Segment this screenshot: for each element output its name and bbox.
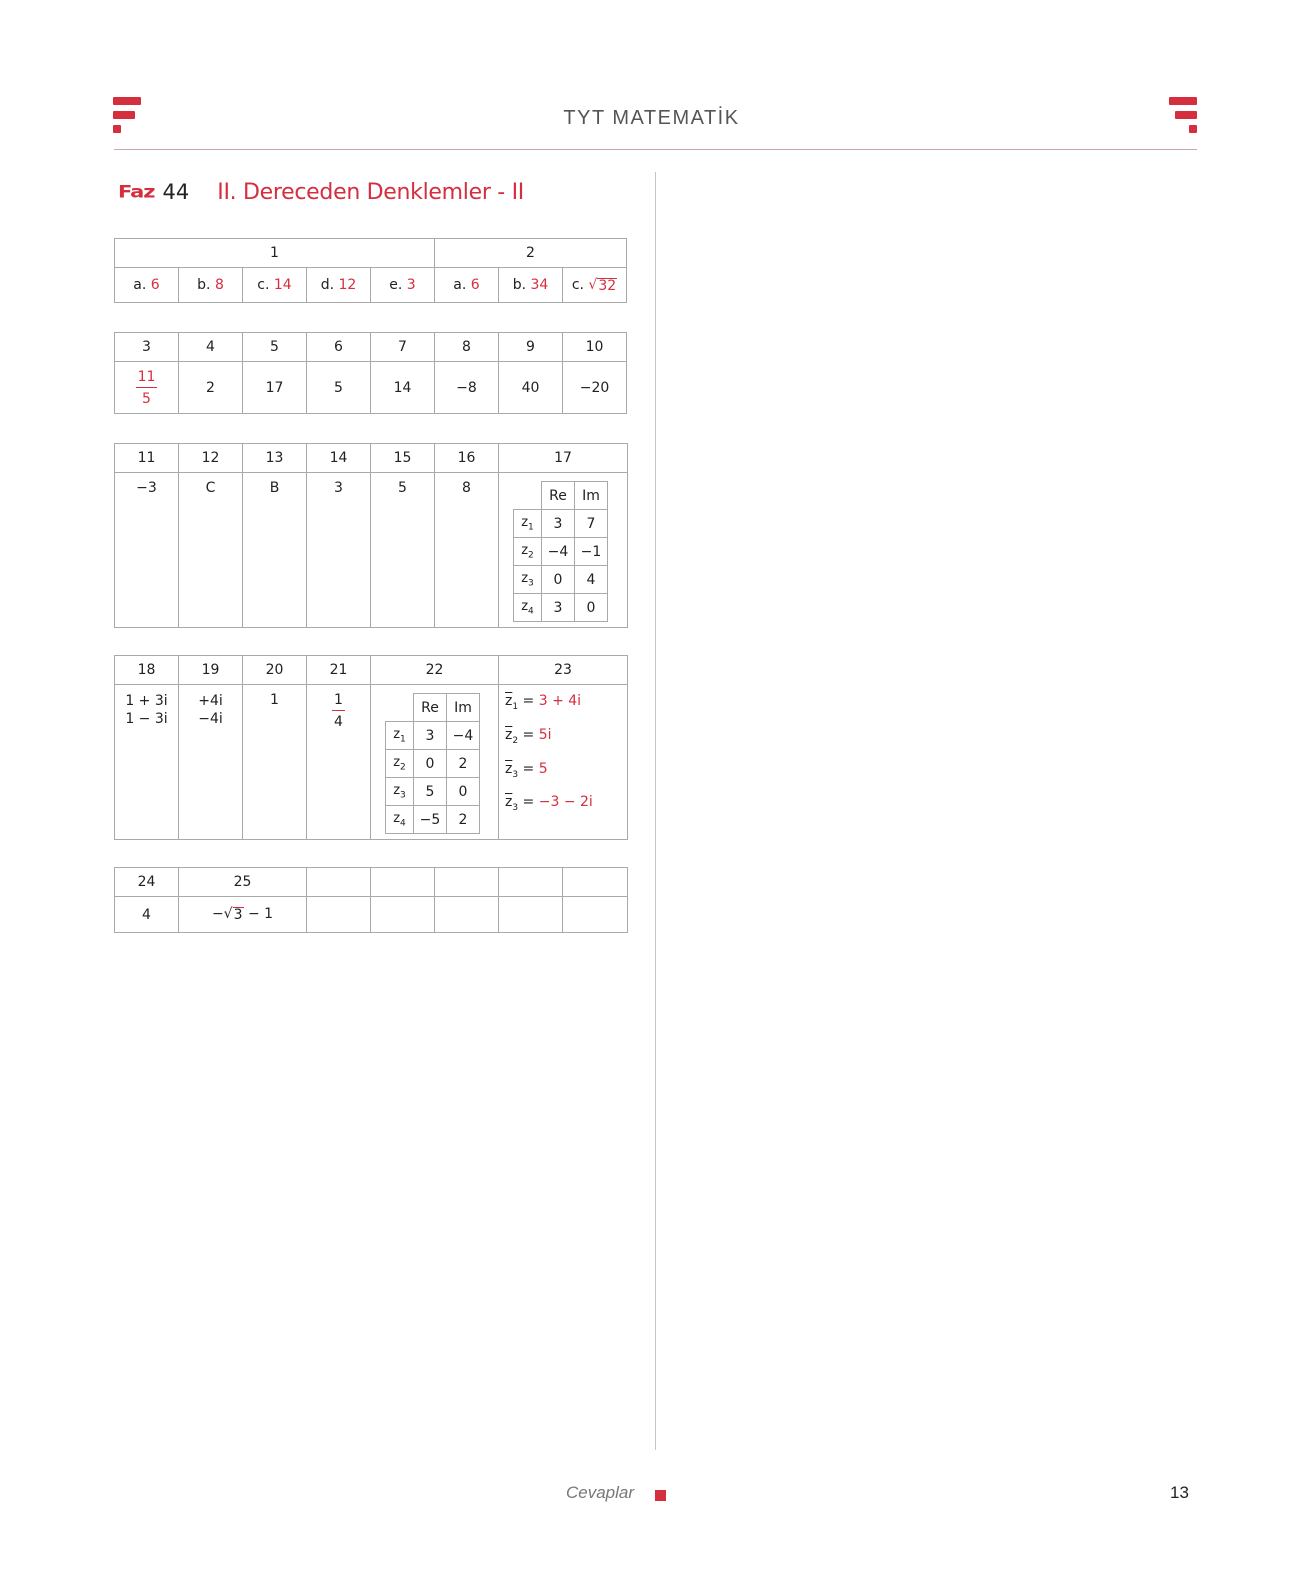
- row-label: $z_1$: [514, 510, 542, 538]
- answer-cell: 8: [435, 473, 499, 628]
- conjugate-line: $\overline{z}_1 = 3 + 4i$: [505, 693, 582, 712]
- section-heading: [118, 175, 524, 209]
- re-value: 0: [542, 566, 575, 594]
- row-label: $z_3$: [514, 566, 542, 594]
- column-header: Im: [575, 482, 608, 510]
- empty-cell: [307, 868, 371, 897]
- question-number: 15: [371, 444, 435, 473]
- answer-cell: d. 12: [307, 268, 371, 303]
- faz-mark: Faz: [118, 182, 155, 202]
- square-root-expression: √ 32: [588, 276, 617, 294]
- question-number: 3: [115, 333, 179, 362]
- column-header: Re: [542, 482, 575, 510]
- page-number: 13: [1170, 1483, 1189, 1502]
- footer-square-icon: [655, 1490, 666, 1501]
- column-divider: [655, 172, 656, 1450]
- row-label: $z_4$: [386, 806, 414, 834]
- im-value: 4: [575, 566, 608, 594]
- answer-cell: 40: [499, 362, 563, 414]
- question-number: 5: [243, 333, 307, 362]
- question-number: 20: [243, 656, 307, 685]
- re-value: 3: [542, 510, 575, 538]
- answer-table-1: [114, 238, 627, 303]
- im-value: 7: [575, 510, 608, 538]
- header-rule: [114, 149, 1197, 150]
- question-number: 2: [435, 239, 627, 268]
- answer-cell: 5: [307, 362, 371, 414]
- answer-cell: −8: [435, 362, 499, 414]
- empty-cell: [499, 868, 563, 897]
- row-label: $z_1$: [386, 722, 414, 750]
- answer-cell: 17: [243, 362, 307, 414]
- empty-cell: [307, 897, 371, 933]
- answer-cell: −3: [115, 473, 179, 628]
- question-number: 7: [371, 333, 435, 362]
- question-number: 12: [179, 444, 243, 473]
- question-number: 8: [435, 333, 499, 362]
- column-header: Im: [447, 694, 480, 722]
- empty-cell: [499, 897, 563, 933]
- answer-cell: B: [243, 473, 307, 628]
- question-number: 11: [115, 444, 179, 473]
- answer-cell: +4i −4i: [179, 685, 243, 840]
- row-label: $z_3$: [386, 778, 414, 806]
- empty-cell: [371, 868, 435, 897]
- empty-cell: [435, 897, 499, 933]
- answer-cell: −20: [563, 362, 627, 414]
- im-value: 0: [575, 594, 608, 622]
- im-value: 2: [447, 750, 480, 778]
- answer-cell: 5: [371, 473, 435, 628]
- fraction: $\frac{1}{4}$: [334, 692, 343, 730]
- answer-cell: e. 3: [371, 268, 435, 303]
- brand-logo-right: [1169, 97, 1197, 137]
- answer-cell: b. 8: [179, 268, 243, 303]
- re-value: 0: [414, 750, 447, 778]
- answer-cell: 3: [307, 473, 371, 628]
- re-im-table: [385, 693, 480, 834]
- answer-cell: − √ 3 − 1: [179, 897, 307, 933]
- answer-cell: 1 + 3i 1 − 3i: [115, 685, 179, 840]
- answer-cell: c. 14: [243, 268, 307, 303]
- re-value: −5: [414, 806, 447, 834]
- re-value: −4: [542, 538, 575, 566]
- re-value: 3: [414, 722, 447, 750]
- conjugate-line: $\overline{z}_3 = 5$: [505, 760, 548, 780]
- question-number: 4: [179, 333, 243, 362]
- question-number: 23: [499, 656, 628, 685]
- column-header: Re: [414, 694, 447, 722]
- answer-cell: 1: [243, 685, 307, 840]
- im-value: 0: [447, 778, 480, 806]
- answer-cell: [371, 685, 499, 840]
- re-value: 5: [414, 778, 447, 806]
- question-number: 19: [179, 656, 243, 685]
- answer-cell: [115, 362, 179, 414]
- square-root-expression: √ 3: [223, 906, 243, 924]
- answer-table-3: [114, 443, 628, 628]
- fraction: $\frac{11}{5}$: [137, 369, 156, 407]
- question-number: 1: [115, 239, 435, 268]
- faz-number: 44: [162, 180, 190, 204]
- question-number: 6: [307, 333, 371, 362]
- question-number: 18: [115, 656, 179, 685]
- answer-cell: 4: [115, 897, 179, 933]
- answer-cell: C: [179, 473, 243, 628]
- question-number: 24: [115, 868, 179, 897]
- im-value: −4: [447, 722, 480, 750]
- im-value: −1: [575, 538, 608, 566]
- row-label: $z_2$: [514, 538, 542, 566]
- answer-table-2: [114, 332, 627, 414]
- answer-cell: [307, 685, 371, 840]
- im-value: 2: [447, 806, 480, 834]
- answer-table-5: [114, 867, 628, 933]
- question-number: 17: [499, 444, 628, 473]
- question-number: 9: [499, 333, 563, 362]
- row-label: $z_4$: [514, 594, 542, 622]
- question-number: 16: [435, 444, 499, 473]
- answer-cell: b. 34: [499, 268, 563, 303]
- question-number: 14: [307, 444, 371, 473]
- answer-cell: [499, 473, 628, 628]
- empty-cell: [563, 897, 628, 933]
- empty-cell: [435, 868, 499, 897]
- conjugate-line: $\overline{z}_3 = -3 - 2i$: [505, 794, 593, 814]
- footer-label: Cevaplar: [566, 1483, 635, 1502]
- question-number: 22: [371, 656, 499, 685]
- answer-cell: 2: [179, 362, 243, 414]
- question-number: 13: [243, 444, 307, 473]
- section-title: II. Dereceden Denklemler - II: [217, 179, 524, 205]
- answer-cell: a. 6: [435, 268, 499, 303]
- page-header-title: TYT MATEMATİK: [563, 107, 740, 129]
- row-label: $z_2$: [386, 750, 414, 778]
- re-im-table: [513, 481, 608, 622]
- empty-cell: [371, 897, 435, 933]
- conjugate-line: $\overline{z}_2 = 5i$: [505, 726, 552, 746]
- answer-cell: a. 6: [115, 268, 179, 303]
- question-number: 25: [179, 868, 307, 897]
- answer-table-4: [114, 655, 628, 840]
- question-number: 21: [307, 656, 371, 685]
- answer-cell: 14: [371, 362, 435, 414]
- question-number: 10: [563, 333, 627, 362]
- answer-cell: c. √ 32: [563, 268, 627, 303]
- empty-cell: [563, 868, 628, 897]
- answer-cell: [499, 685, 628, 840]
- re-value: 3: [542, 594, 575, 622]
